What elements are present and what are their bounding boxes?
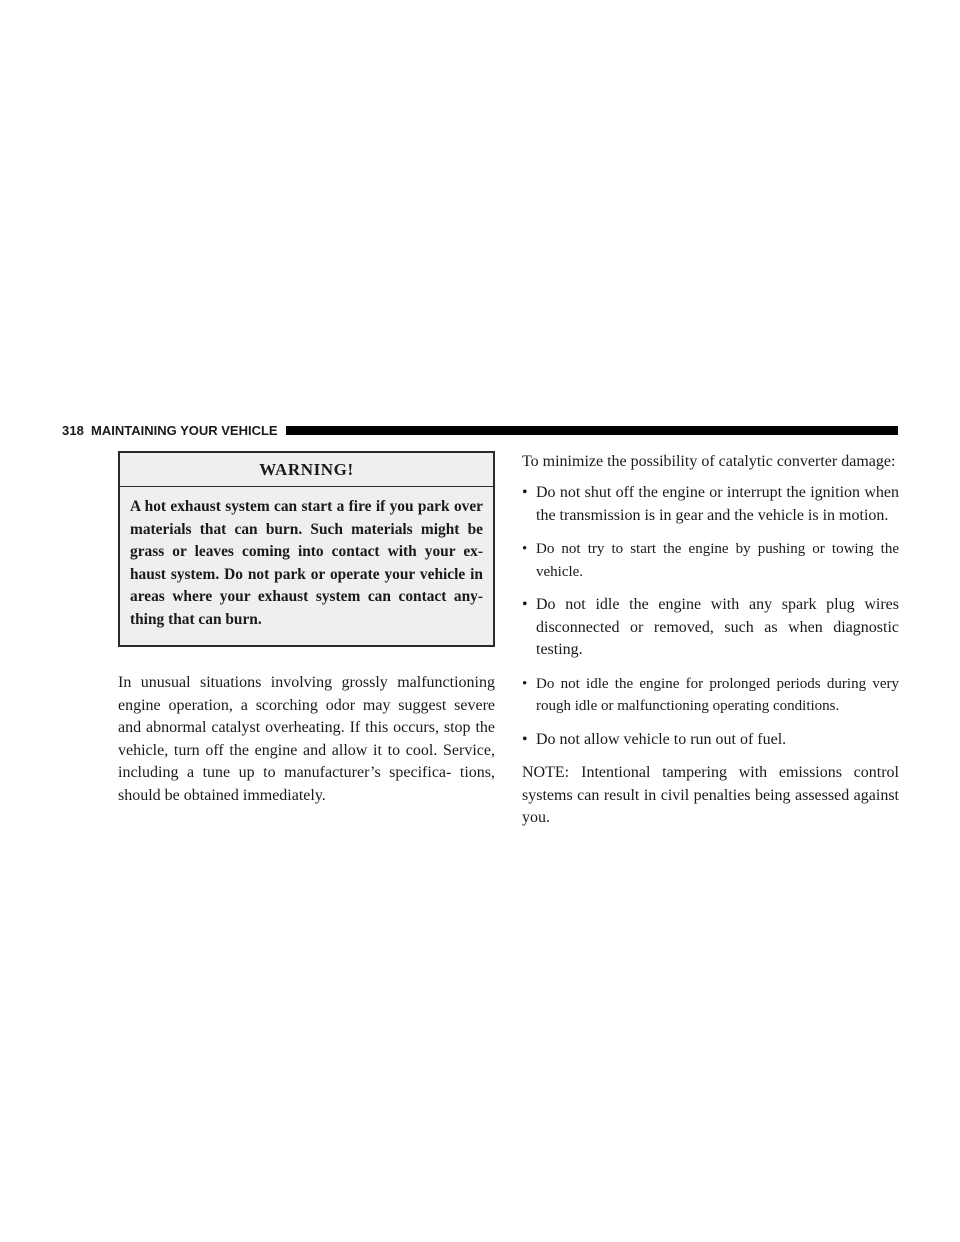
bullet-icon: • xyxy=(522,730,528,748)
intro-text: To minimize the possibility of catalytic converter damage: xyxy=(522,453,896,470)
note-text: Intentional tampering with emissions control systems can result in civil penalties being assessed against you. xyxy=(522,764,899,826)
warning-text: A hot exhaust system can start a fire if you park over materials that can burn. Such materials might be grass or leaves coming into contact with your ex- haust system. Do not park or operate your vehicle in areas where your exhaust system can contact any- thing that can burn. xyxy=(130,498,483,628)
list-item xyxy=(522,482,899,527)
list-item xyxy=(522,673,899,718)
running-header xyxy=(62,421,898,439)
precaution-list xyxy=(522,482,899,751)
catalyst-overheating-paragraph: In unusual situations involving grossly malfunctioning engine operation, a scorching odor may suggest severe and abnormal catalyst overheating. If this occurs, stop the vehicle, turn off the engine and allow it to cool. Service, including a tune up to manufacturer’s specifica- tions, should be obtained immediately. xyxy=(118,674,495,804)
list-item xyxy=(522,729,899,752)
section-title: MAINTAINING YOUR VEHICLE xyxy=(91,422,278,438)
warning-title: WARNING! xyxy=(120,453,493,487)
note-paragraph xyxy=(522,762,899,830)
page-number: 318 xyxy=(62,422,84,438)
bullet-icon: • xyxy=(522,541,528,557)
list-item-text: Do not allow vehicle to run out of fuel. xyxy=(536,730,787,748)
list-item-text: Do not shut off the engine or interrupt the ignition when the transmission is in gear and the vehicle is in motion. xyxy=(536,484,899,524)
list-item-text: Do not try to start the engine by pushing or towing the vehicle. xyxy=(536,541,899,580)
list-item-text: Do not idle the engine with any spark plug wires disconnected or removed, such as when diagnostic testing. xyxy=(536,596,899,658)
bullet-icon: • xyxy=(522,596,528,613)
header-rule xyxy=(286,426,898,435)
right-column xyxy=(522,451,899,830)
bullet-icon: • xyxy=(522,484,528,501)
left-column xyxy=(118,451,495,807)
note-label: NOTE: xyxy=(522,764,570,781)
warning-box xyxy=(118,451,495,647)
list-item xyxy=(522,538,899,583)
list-item-text: Do not idle the engine for prolonged periods during very rough idle or malfunctioning operating conditions. xyxy=(536,675,899,714)
list-item xyxy=(522,594,899,662)
bullet-icon: • xyxy=(522,675,528,692)
